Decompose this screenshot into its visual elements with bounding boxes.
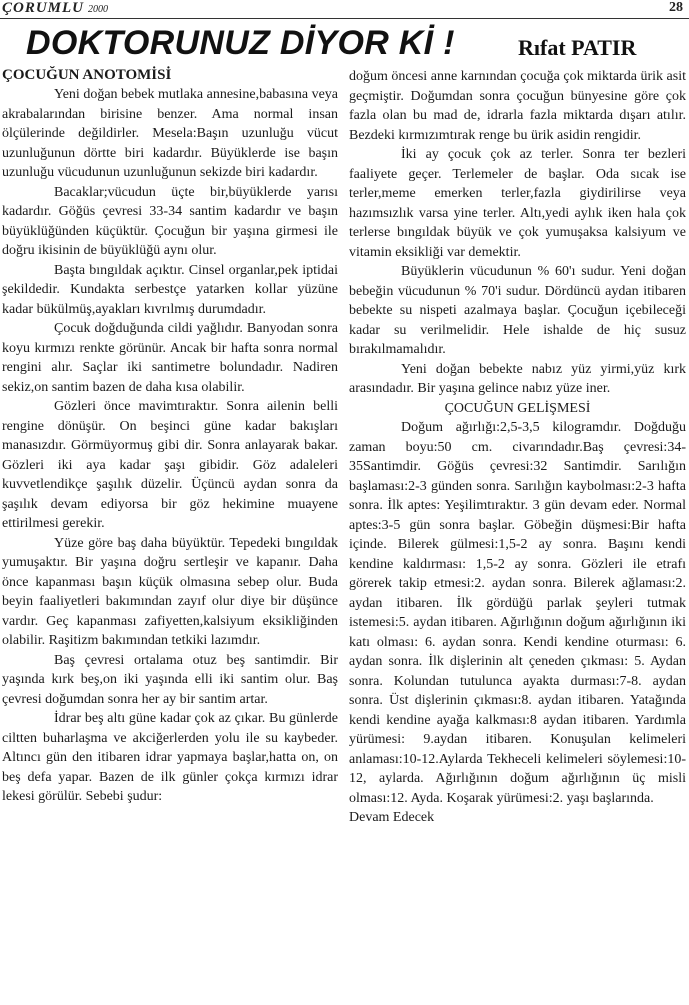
article-title: DOKTORUNUZ DİYOR Kİ ! xyxy=(26,24,455,62)
article-author: Rıfat PATIR xyxy=(518,35,637,60)
left-column xyxy=(2,65,338,1003)
paragraph: İdrar beş altı güne kadar çok az çıkar. Bu günlerde ciltten buharlaşma ve akciğerlerden yolu ile su kaybeder. Altıncı gün den itibaren idrar yapmaya başlar,hatta on, on beş defa yapar. Bazen de ilk günler çokça kırmızı idrar lekesi görülür. Sebebi şudur: xyxy=(2,711,338,804)
paragraph: İki ay çocuk çok az terler. Sonra ter bezleri faaliyete geçer. Terlemeler de başlar. Oda sıcak ise terler,meme emerken terler,fazla giydirilirse veya hazımsızlık varsa yine terler. Altı,yedi aylık iken hala çok terlerse bıngıldak büyük ve çok yumuşaksa kalsiyum ve vitamin eksikliği var demektir. xyxy=(349,147,686,260)
continued-note: Devam Edecek xyxy=(349,810,435,825)
header-rule xyxy=(0,18,689,19)
right-column xyxy=(349,67,686,1003)
paragraph: Büyüklerin vücudunun % 60'ı sudur. Yeni doğan bebeğin vücudunun % 70'i sudur. Dördüncü aydan itibaren bebekte su nispeti azalmaya başlar. Çocuğun içebileceği kadar su verilmelidir. Hele ishalde de hiç susuz bırakılmamalıdır. xyxy=(349,264,686,357)
magazine-name: ÇORUMLU 2000 xyxy=(2,0,109,16)
paragraph: Yüze göre baş daha büyüktür. Tepedeki bıngıldak yumuşaktır. Bir yaşına doğru sertleşir ve kapanır. Daha önce kapanması başın küçük olmasına sebep olur. Buda beyin faaliyetleri bakımından zayıf olur diye bir düşünce vardır. Geç kapanması zafiyetten,kalsiyum eksikliğinden olabilir. Raşitizm bakımından tetkiki lazımdır. xyxy=(2,535,338,648)
paragraph: Bacaklar;vücudun üçte bir,büyüklerde yarısı kadardır. Göğüs çevresi 33-34 santim kadardır ve başın büyüklüğünden küçüktür. Çocuğun bir yaşına girmesi ile doğru ikisinin de büyüklüğü aynı olur. xyxy=(2,184,338,258)
paragraph: Yeni doğan bebekte nabız yüz yirmi,yüz kırk arasındadır. Bir yaşına gelince nabız yüze iner. xyxy=(349,361,686,396)
magazine-year: 2000 xyxy=(88,4,109,15)
paragraph: Yeni doğan bebek mutlaka annesine,babasına veya akrabalarından birisine benzer. Ama normal insan ölçülerinde değildirler. Mesela:Başın uzunluğu vücut uzunluğunun dörtte biri kadardır. Büyüklerde ise başın uzunluğu vücudunun uzunluğunun sekizde biri kadardır. xyxy=(2,87,338,180)
paragraph: Başta bıngıldak açıktır. Cinsel organlar,pek iptidai şekildedir. Kundakta serbestçe yatarken kollar yüzüne kadar bükülmüş,ayakları kıvrılmış durumdadır. xyxy=(2,262,338,317)
section-heading-development: ÇOCUĞUN GELİŞMESİ xyxy=(444,400,591,416)
paragraph: Doğum ağırlığı:2,5-3,5 kilogramdır. Doğduğu zaman boyu:50 cm. civarındadır.Baş çevresi:34-35Santimdir. Göğüs çevresi:32 Santimdir. Sarılığın başlaması:2-3 günden sonra. Sarılığın kaybolması:2-3 hafta sonra. İlk aptes: Yeşilimtıraktır. 3 gün devam eder. Normal aptes:3-5 gün sonra başlar. Göbeğin düşmesi:Bir hafta içinde. Bilerek gülmesi:1,5-2 ay sonra. Başını kendi kendine kaldırması: 1,5-2 ay sonra. Gözleri ile etrafı görerek takip etmesi:2. aydan sonra. Bilerek ağlaması:2. aydan itibaren. İlk gördüğü parlak şeyleri tutmak istemesi:5. aydan itibaren. Ağırlığının doğum ağırlığının iki katı olması: 6. aydan sonra. Kendi kendine oturması: 6. aydan sonra. İlk dişlerinin alt çeneden çıkması: 5. Aydan sonra. Kolundan tutulunca ayakta durması:7-8. aydan sonra. Üst dişlerinin çıkması:8. aydan itibaren. Yatağında kendi kendine ayağa kalkması:8 aydan itibaren. Yardımla yürümesi: 9.aydan itibaren. Konuşulan kelimeleri anlaması:10-12.Aylarda Tekheceli kelimeleri söylemesi:10-12, aylarda. Ağırlığının doğum ağırlığının üç misli olması:12. Ayda. Koşarak yürümesi:2. yaşı başlarında. xyxy=(349,420,686,806)
page-number: 28 xyxy=(669,0,683,15)
paragraph: Çocuk doğduğunda cildi yağlıdır. Banyodan sonra koyu kırmızı renkte görünür. Ancak bir hafta sonra normal rengini alır. Saçlar iki santimetre bolundadır. Nadiren sekiz,on santim bazen de daha kısa olabilir. xyxy=(2,321,338,395)
paragraph: Gözleri önce mavimtıraktır. Sonra ailenin belli rengine dönüşür. On beşinci güne kadar bakışları manasızdır. Görmüyormuş gibi dir. Sonra anlayarak bakar. Gözleri iki aya kadar şaşı gibidir. Göz adaleleri kuvvetlendikçe şaşılık düzelir. Üçüncü aydan sonra da şaşılık devam ediyorsa bir göz hekimine muayene ettirilmesi gerekir. xyxy=(2,399,338,531)
paragraph: Baş çevresi ortalama otuz beş santimdir. Bir yaşında kırk beş,on iki yaşında elli iki santim olur. Baş çevresi doğumdan sonra her ay bir santim artar. xyxy=(2,652,338,707)
paragraph: doğum öncesi anne karnından çocuğa çok miktarda ürik asit geçmiştir. Doğumdan sonra çocuğun bünyesine göre çok fazla olan bu mad de, idrarla fazla miktarda dışarı atılır. Bezdeki kırmızımtırak renge bu ürik asidin rengidir. xyxy=(349,69,686,143)
page-header xyxy=(0,0,689,20)
section-heading-anatomy: ÇOCUĞUN ANOTOMİSİ xyxy=(2,67,172,83)
